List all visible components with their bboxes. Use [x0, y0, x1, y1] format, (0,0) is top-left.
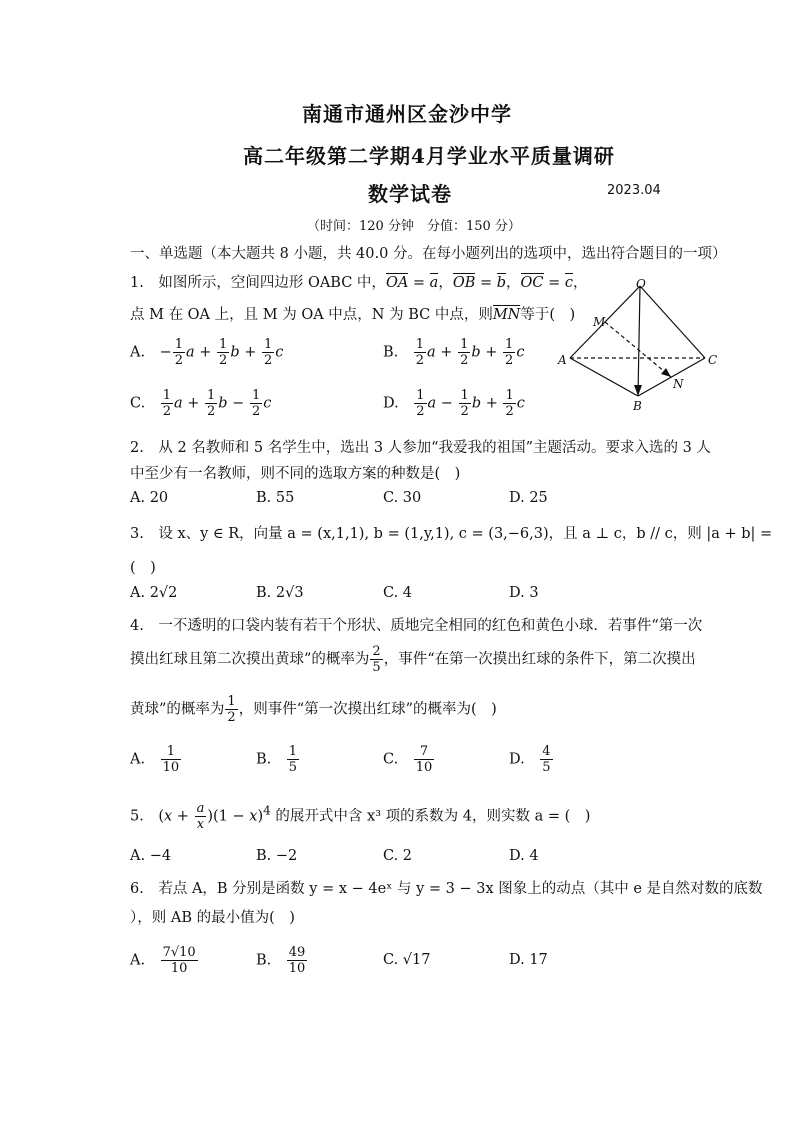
q3-line1: 3. 设 x、y ∈ R，向量 a = (x,1,1), b = (1,y,1), c = (3,−6,3)，且 a ⊥ c，b // c，则 |a + b| = [130, 526, 773, 542]
q5-option-b[interactable]: B. −2 [256, 848, 298, 864]
q1-option-b[interactable]: B. $\frac{1}{2}$ a + $\frac{1}{2}$ b + $\frac{1}{2}$ c [383, 337, 525, 368]
label-m: M [593, 315, 606, 329]
q3-line2: ( ) [130, 560, 156, 576]
q2-option-a[interactable]: A. 20 [130, 490, 169, 506]
q5-option-c[interactable]: C. 2 [383, 848, 413, 864]
exam-date: 2023.04 [607, 183, 661, 198]
subject-title: 数学试卷 [368, 182, 452, 206]
q5-option-a[interactable]: A. −4 [130, 848, 172, 864]
label-n: N [673, 377, 684, 391]
label-a: A [558, 353, 567, 367]
q4-option-b[interactable]: B. $\frac{1}{5}$ [256, 744, 298, 775]
q4-line1: 4. 一不透明的口袋内装有若干个形状、质地完全相同的红色和黄色小球．若事件“第一次 [130, 618, 703, 634]
q3-option-c[interactable]: C. 4 [383, 585, 413, 601]
q4-line2: 摸出红球且第二次摸出黄球”的概率为 $\frac{2}{5}$ ，事件“在第一次摸出红球的条件下，第二次摸出 [130, 644, 696, 675]
school-name: 南通市通州区金沙中学 [302, 102, 512, 126]
q3-option-d[interactable]: D. 3 [509, 585, 539, 601]
q3-option-a[interactable]: A. 2√2 [130, 585, 178, 601]
label-b: B [633, 399, 642, 413]
tetrahedron-figure [555, 278, 725, 413]
q2-line2: 中至少有一名教师，则不同的选取方案的种数是( ) [130, 466, 461, 482]
q5-option-d[interactable]: D. 4 [509, 848, 539, 864]
q6-option-b[interactable]: B. $\frac{49}{10}$ [256, 945, 306, 976]
q1-line1: 1. 如图所示，空间四边形 OABC 中，OA = a，OB = b，OC = c， [130, 275, 588, 291]
q6-option-d[interactable]: D. 17 [509, 952, 548, 968]
q4-option-a[interactable]: A. $\frac{1}{10}$ [130, 744, 180, 775]
label-o: O [636, 278, 646, 291]
q3-option-b[interactable]: B. 2√3 [256, 585, 304, 601]
q4-option-c[interactable]: C. $\frac{7}{10}$ [383, 744, 433, 775]
q2-line1: 2. 从 2 名教师和 5 名学生中，选出 3 人参加“我爱我的祖国”主题活动。要求入选的 3 人 [130, 440, 711, 456]
q5-line: 5. (x + $\frac{a}{x}$ )$(1 - x)^4$ 的展开式中含 x³ 项的系数为 4，则实数 a = ( ) [130, 801, 591, 832]
q1-option-d[interactable]: D. $\frac{1}{2}$ a − $\frac{1}{2}$ b + $\frac{1}{2}$ c [383, 388, 525, 419]
exam-info: （时间：120 分钟 分值：150 分） [307, 219, 521, 234]
q4-line3: 黄球”的概率为 $\frac{1}{2}$ ，则事件“第一次摸出红球”的概率为( ) [130, 694, 497, 725]
q6-option-a[interactable]: A. $\frac{7√10}{10}$ [130, 945, 196, 976]
q2-option-b[interactable]: B. 55 [256, 490, 295, 506]
q2-option-c[interactable]: C. 30 [383, 490, 422, 506]
q1-line2: 点 M 在 OA 上，且 M 为 OA 中点，N 为 BC 中点，则MN等于( ) [130, 307, 576, 323]
label-c: C [708, 353, 718, 367]
q2-option-d[interactable]: D. 25 [509, 490, 548, 506]
exam-title: 高二年级第二学期4月学业水平质量调研 [243, 144, 615, 168]
q6-line1: 6. 若点 A，B 分别是函数 y = x − 4eˣ 与 y = 3 − 3x 图象上的动点（其中 e 是自然对数的底数 [130, 881, 763, 897]
q6-line2: ），则 AB 的最小值为( ) [130, 910, 295, 926]
q6-option-c[interactable]: C. √17 [383, 952, 431, 968]
q4-option-d[interactable]: D. $\frac{4}{5}$ [509, 744, 551, 775]
q1-option-c[interactable]: C. $\frac{1}{2}$ a + $\frac{1}{2}$ b − $\frac{1}{2}$ c [130, 388, 272, 419]
q1-option-a[interactable]: A. − $\frac{1}{2}$ a + $\frac{1}{2}$ b + $\frac{1}{2}$ c [130, 337, 284, 368]
section-heading: 一、单选题（本大题共 8 小题，共 40.0 分。在每小题列出的选项中，选出符合题目的一项） [130, 246, 727, 262]
